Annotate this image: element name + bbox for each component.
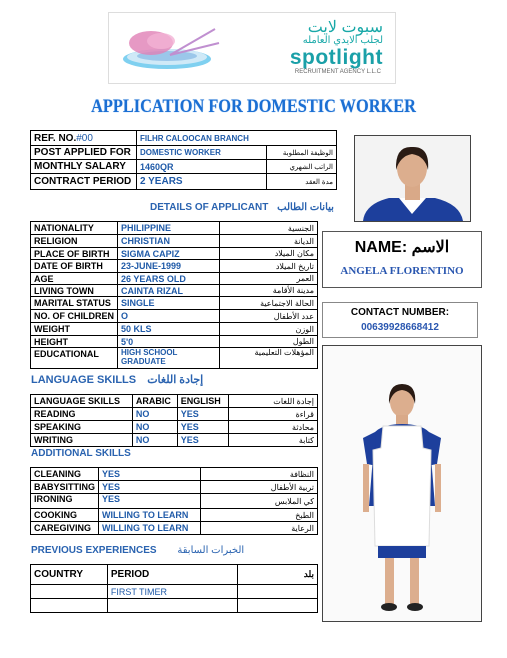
detail-label: PLACE OF BIRTH: [31, 248, 118, 260]
detail-label-ar: عدد الأطفال: [219, 310, 317, 323]
logo-arabic-name: سبوت لايت: [307, 19, 383, 36]
exp-period: FIRST TIMER: [107, 585, 238, 599]
contact-label: CONTACT NUMBER:: [350, 307, 450, 318]
detail-label-ar: الطول: [219, 336, 317, 348]
lang-skill-ar: كتابة: [228, 434, 317, 447]
skill-label-ar: النظافة: [200, 468, 317, 481]
skill-label-ar: الرعاية: [200, 522, 317, 535]
experience-heading: [31, 545, 244, 556]
detail-label-ar: الجنسية: [219, 222, 317, 235]
lang-header-english: ENGLISH: [177, 395, 228, 408]
lang-header-skill: LANGUAGE SKILLS: [31, 395, 133, 408]
page-title: APPLICATION FOR DOMESTIC WORKER: [91, 96, 416, 117]
detail-label-ar: العمر: [219, 273, 317, 285]
logo-brand: spotlight: [289, 46, 383, 69]
exp-ar: [238, 599, 318, 613]
exp-header-period: PERIOD: [107, 565, 238, 585]
lang-skill-ar: قراءة: [228, 408, 317, 421]
detail-label: NO. OF CHILDREN: [31, 310, 118, 323]
detail-value: CHRISTIAN: [118, 235, 220, 248]
skill-value: YES: [99, 468, 201, 481]
applicant-name: ANGELA FLORENTINO: [340, 265, 464, 277]
exp-country: [31, 585, 108, 599]
detail-value: CAINTA RIZAL: [118, 285, 220, 297]
previous-experience-table: [30, 564, 318, 613]
lang-english-value: YES: [177, 421, 228, 434]
detail-label: AGE: [31, 273, 118, 285]
skill-label: BABYSITTING: [31, 481, 99, 494]
detail-label: MARITAL STATUS: [31, 297, 118, 310]
post-label: POST APPLIED FOR: [31, 146, 137, 160]
detail-label: DATE OF BIRTH: [31, 260, 118, 273]
contact-number: 00639928668412: [361, 322, 439, 333]
lang-arabic-value: NO: [132, 408, 177, 421]
logo-subtitle: RECRUITMENT AGENCY L.L.C: [294, 69, 381, 75]
detail-value: HIGH SCHOOL GRADUATE: [118, 348, 220, 369]
detail-value: 26 YEARS OLD: [118, 273, 220, 285]
skill-label-ar: كي الملابس: [200, 494, 317, 509]
detail-value: O: [118, 310, 220, 323]
lang-arabic-value: NO: [132, 421, 177, 434]
detail-label-ar: الديانة: [219, 235, 317, 248]
headshot-illustration: [355, 136, 470, 221]
experience-heading-en: PREVIOUS EXPERIENCES: [31, 545, 157, 556]
detail-value: SIGMA CAPIZ: [118, 248, 220, 260]
lang-skill-label: SPEAKING: [31, 421, 133, 434]
skill-label: COOKING: [31, 509, 99, 522]
lang-english-value: YES: [177, 408, 228, 421]
skill-value: WILLING TO LEARN: [99, 522, 201, 535]
lang-skill-label: READING: [31, 408, 133, 421]
details-heading-ar: بيانات الطالب: [277, 202, 334, 213]
details-heading-en: DETAILS OF APPLICANT: [150, 202, 269, 213]
detail-label: RELIGION: [31, 235, 118, 248]
contract-value: 2 YEARS: [136, 174, 266, 190]
detail-label-ar: المؤهلات التعليمية: [219, 348, 317, 369]
skill-label-ar: تربية الأطفال: [200, 481, 317, 494]
post-label-ar: الوظيفة المطلوبة: [267, 146, 337, 160]
detail-value: 50 KLS: [118, 323, 220, 336]
language-heading-en: LANGUAGE SKILLS: [31, 374, 137, 386]
exp-period: [107, 599, 238, 613]
skill-value: YES: [99, 481, 201, 494]
detail-label: HEIGHT: [31, 336, 118, 348]
skill-label: IRONING: [31, 494, 99, 509]
exp-country: [31, 599, 108, 613]
detail-value: 5'0: [118, 336, 220, 348]
detail-label-ar: الحالة الاجتماعية: [219, 297, 317, 310]
post-value: DOMESTIC WORKER: [136, 146, 266, 160]
detail-label-ar: مدينة الأقامة: [219, 285, 317, 297]
lang-english-value: YES: [177, 434, 228, 447]
detail-value: PHILIPPINE: [118, 222, 220, 235]
skill-value: YES: [99, 494, 201, 509]
additional-skills-table: [30, 467, 318, 535]
salary-label: MONTHLY SALARY: [31, 160, 137, 174]
additional-skills-heading: ADDITIONAL SKILLS: [31, 448, 131, 459]
logo-arabic-subtitle: لجلب الايدي العامله: [302, 35, 383, 46]
detail-value: 23-JUNE-1999: [118, 260, 220, 273]
lang-header-arabic: ARABIC: [132, 395, 177, 408]
name-box: [322, 231, 482, 288]
detail-label: WEIGHT: [31, 323, 118, 336]
exp-header-country: COUNTRY: [31, 565, 108, 585]
detail-label: LIVING TOWN: [31, 285, 118, 297]
language-heading: [31, 373, 203, 386]
lang-skill-label: WRITING: [31, 434, 133, 447]
exp-header-ar: بلد: [238, 565, 318, 585]
salary-label-ar: الراتب الشهري: [267, 160, 337, 174]
name-label: NAME:: [354, 239, 408, 256]
ref-value: #00: [76, 132, 93, 144]
detail-label: NATIONALITY: [31, 222, 118, 235]
detail-value: SINGLE: [118, 297, 220, 310]
agency-logo: [108, 12, 396, 84]
details-heading: [150, 202, 334, 213]
ref-number-cell: [31, 131, 137, 146]
detail-label-ar: مكان الميلاد: [219, 248, 317, 260]
exp-ar: [238, 585, 318, 599]
detail-label-ar: تاريخ الميلاد: [219, 260, 317, 273]
name-label-row: [323, 237, 481, 257]
contact-box: [322, 302, 478, 338]
ref-label: REF. NO.: [34, 132, 77, 144]
application-info-table: [30, 130, 337, 190]
full-body-illustration: [323, 346, 481, 621]
contract-label-ar: مدة العقد: [267, 174, 337, 190]
detail-label-ar: الوزن: [219, 323, 317, 336]
language-skills-table: [30, 394, 318, 447]
skill-value: WILLING TO LEARN: [99, 509, 201, 522]
lang-header-ar: إجادة اللغات: [228, 395, 317, 408]
lang-skill-ar: محادثة: [228, 421, 317, 434]
applicant-details-table: [30, 221, 318, 369]
applicant-headshot-photo: [354, 135, 471, 222]
salary-value: 1460QR: [136, 160, 266, 174]
applicant-full-body-photo: [322, 345, 482, 622]
detail-label: EDUCATIONAL: [31, 348, 118, 369]
skill-label-ar: الطبخ: [200, 509, 317, 522]
contract-label: CONTRACT PERIOD: [31, 174, 137, 190]
lang-arabic-value: NO: [132, 434, 177, 447]
skill-label: CAREGIVING: [31, 522, 99, 535]
branch-name: FILHR CALOOCAN BRANCH: [136, 131, 336, 146]
skill-label: CLEANING: [31, 468, 99, 481]
name-label-ar: الاسم: [411, 239, 450, 256]
disc-logo-graphic: [115, 19, 227, 79]
experience-heading-ar: الخبرات السابقة: [177, 545, 245, 556]
language-heading-ar: إجادة اللغات: [147, 374, 204, 386]
